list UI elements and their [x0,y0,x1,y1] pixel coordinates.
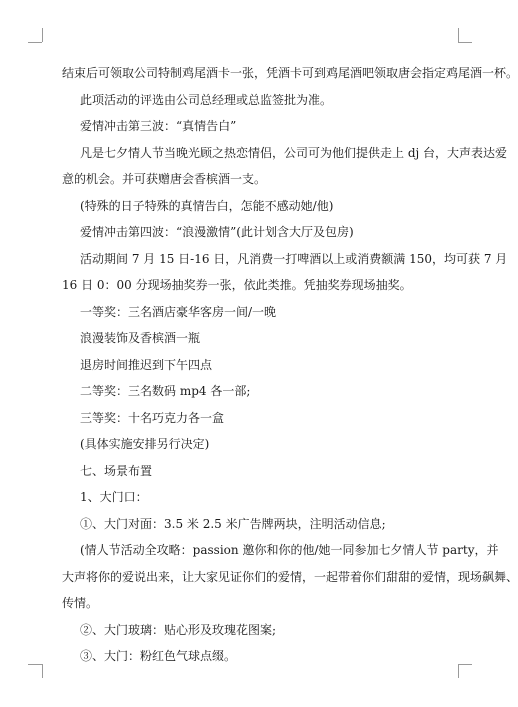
crop-mark-bottom-left-v [42,664,43,678]
text-line: 1、大门口： [80,490,148,504]
text-line: 七、场景布置 [80,463,153,478]
text-line: 活动期间 7 月 15 日-16 日，凡消费一打啤酒以上或消费额满 150，均可获 7 月 [80,251,508,266]
text-line: 传情。 [62,596,99,610]
text-line: 浪漫装饰及香槟酒一瓶 [80,331,201,345]
text-line: 16 日 0：00 分现场抽奖券一张，依此类推。凭抽奖券现场抽奖。 [62,278,412,292]
text-line: (特殊的日子特殊的真情告白，怎能不感动她/他) [80,198,334,213]
text-line: 三等奖：十名巧克力各一盒 [80,410,225,425]
text-line: ③、大门：粉红色气球点缀。 [80,649,237,663]
text-line: 爱情冲击第三波：“真情告白” [80,119,237,133]
text-line: 一等奖：三名酒店豪华客房一间/一晚 [80,304,277,319]
text-line: 此项活动的评选由公司总经理或总监签批为准。 [80,92,333,107]
text-line: 退房时间推迟到下午四点 [80,357,213,372]
text-line: (具体实施安排另行决定) [80,437,210,451]
text-line: 意的机会。并可获赠唐会香槟酒一支。 [62,172,267,186]
text-line: 结束后可领取公司特制鸡尾酒卡一张，凭酒卡可到鸡尾酒吧领取唐会指定鸡尾酒一杯。 [62,66,518,80]
text-line: 爱情冲击第四波：“浪漫激情”(此计划含大厅及包房) [80,225,354,239]
crop-mark-top-right-h [458,42,472,43]
crop-mark-bottom-right-v [458,664,459,678]
crop-mark-top-left-v [42,28,43,42]
crop-mark-bottom-left-h [28,664,42,665]
crop-mark-top-right-v [458,28,459,42]
crop-mark-top-left-h [28,42,42,43]
crop-mark-bottom-right-h [458,664,472,665]
text-line: 二等奖：三名数码 mp4 各一部; [80,384,251,398]
text-line: ②、大门玻璃：贴心形及玫瑰花图案; [80,622,277,637]
text-line: 大声将你的爱说出来，让大家见证你们的爱情，一起带着你们甜甜的爱情，现场飙舞、 [62,569,518,584]
text-line: (情人节活动全攻略：passion 邀你和你的他/她一同参加七夕情人节 party，并 [80,543,499,557]
document-body [62,60,518,670]
text-line: ①、大门对面：3.5 米 2.5 米广告牌两块，注明活动信息; [80,516,386,531]
text-line: 凡是七夕情人节当晚光顾之热恋情侣，公司可为他们提供走上 dj 台，大声表达爱 [80,145,508,160]
